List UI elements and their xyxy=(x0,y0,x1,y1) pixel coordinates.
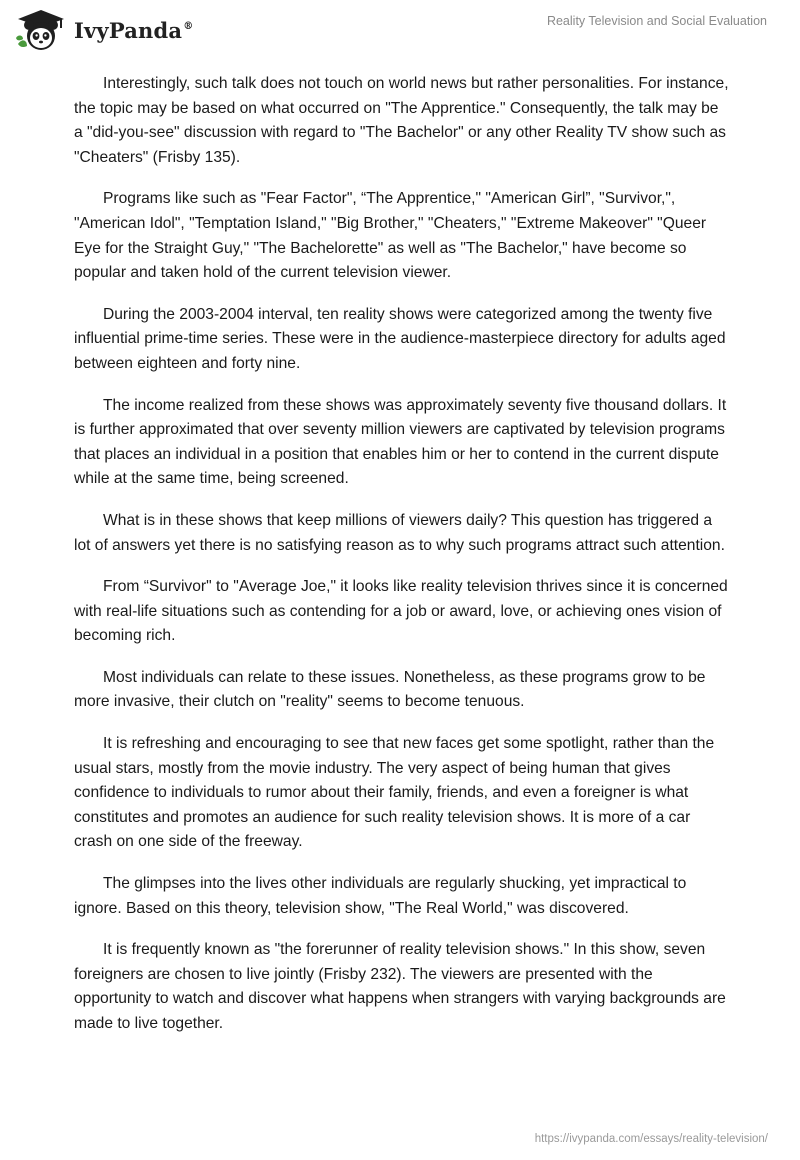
ivypanda-logo[interactable] xyxy=(14,8,193,52)
paragraph: Programs like such as "Fear Factor", “The Apprentice," "American Girl”, "Survivor,", "American Idol", "Temptation Island," "Big Brother," "Cheaters," "Extreme Makeover" "Queer Eye for the Straight Guy," "The Bachelorette" as well as "The Bachelor," have become so popular and taken hold of the current television viewer. xyxy=(74,190,707,282)
paragraph: Most individuals can relate to these issues. Nonetheless, as these programs grow to be more invasive, their clutch on "reality" seems to become tenuous. xyxy=(74,668,706,711)
page-header xyxy=(0,0,800,60)
source-url-link[interactable]: https://ivypanda.com/essays/reality-television/ xyxy=(534,1133,768,1145)
paragraph: The income realized from these shows was approximately seventy five thousand dollars. It is further approximated that over seventy million viewers are captivated by television programs that places an individual in a position that enables him or her to contend in the current dispute while at the same time, being screened. xyxy=(74,396,727,488)
paragraph: During the 2003-2004 interval, ten reality shows were categorized among the twenty five influential prime-time series. These were in the audience-masterpiece directory for adults aged between eighteen and forty nine. xyxy=(74,305,726,372)
document-title: Reality Television and Social Evaluation xyxy=(546,14,767,28)
paragraph: Interestingly, such talk does not touch on world news but rather personalities. For instance, the topic may be based on what occurred on "The Apprentice." Consequently, the talk may be a "did-you-see" discussion with regard to "The Bachelor" or any other Reality TV show such as "Cheaters" (Frisby 135). xyxy=(74,75,729,166)
paragraph: It is frequently known as "the forerunner of reality television shows." In this show, seven foreigners are chosen to live jointly (Frisby 232). The viewers are presented with the opportunity to watch and discover what happens when strangers with varying backgrounds are made to live together. xyxy=(74,941,726,1032)
paragraph: The glimpses into the lives other individuals are regularly shucking, yet impractical to ignore. Based on this theory, television show, "The Real World," was discovered. xyxy=(74,875,687,917)
essay-body xyxy=(74,72,730,1054)
paragraph: What is in these shows that keep millions of viewers daily? This question has triggered a lot of answers yet there is no satisfying reason as to why such programs attract such attention. xyxy=(74,511,725,554)
paragraph: From “Survivor" to "Average Joe," it looks like reality television thrives since it is concerned with real-life situations such as contending for a job or award, love, or achieving ones vision of becoming rich. xyxy=(74,578,728,645)
brand-name: IvyPanda® xyxy=(74,17,194,43)
paragraph: It is refreshing and encouraging to see that new faces get some spotlight, rather than the usual stars, mostly from the movie industry. The very aspect of being human that gives confidence to individuals to rumor about their family, friends, and even a foreigner is what constitutes and promotes an audience for such reality television shows. It is more of a car crash on one side of the freeway. xyxy=(74,735,715,851)
panda-graduate-icon xyxy=(14,8,68,52)
